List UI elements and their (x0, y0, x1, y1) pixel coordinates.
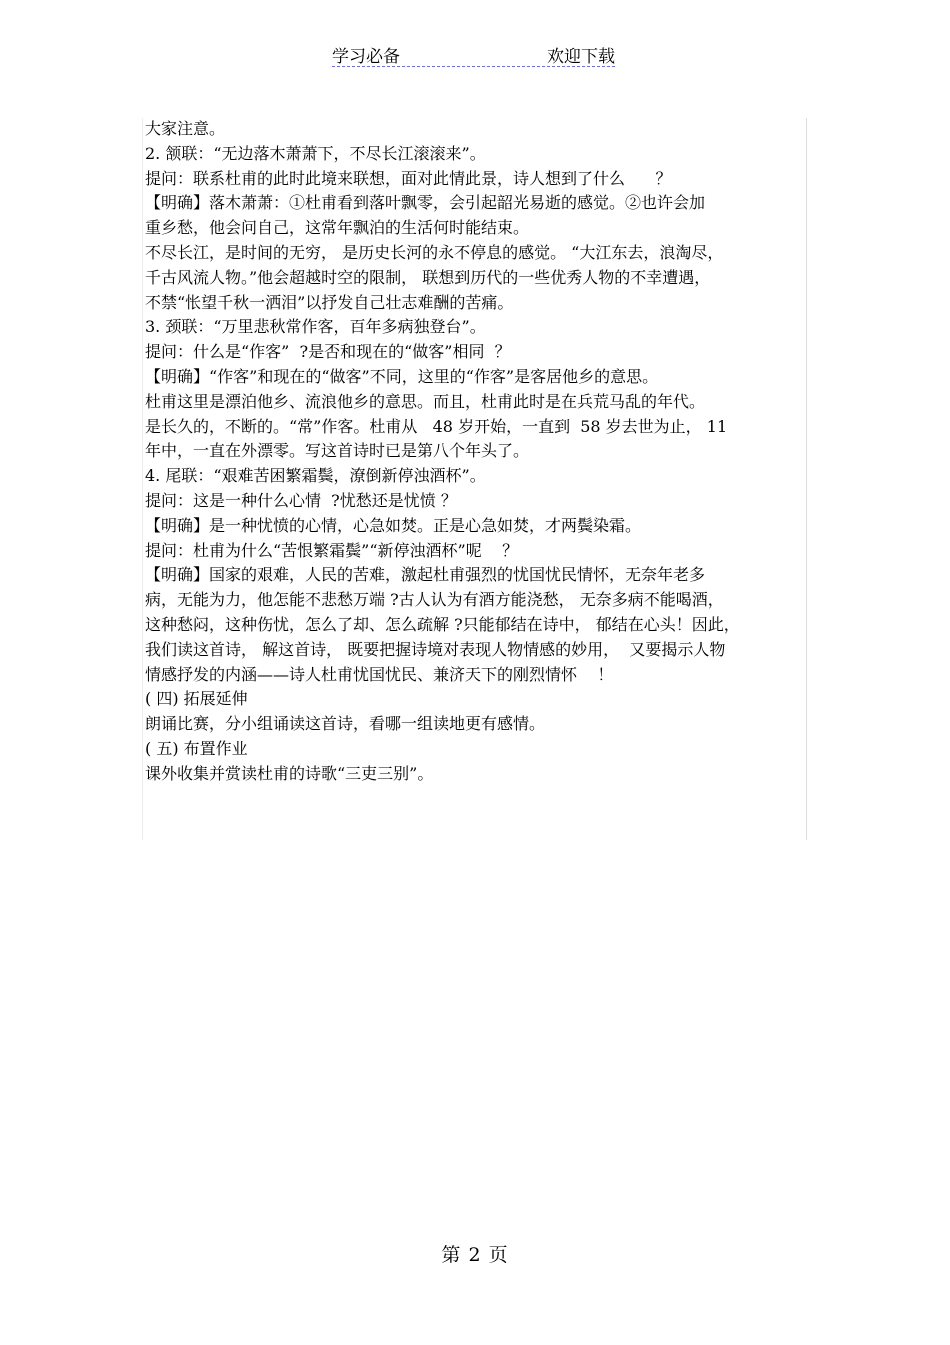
text-line: 【明确】是一种忧愤的心情，心急如焚。正是心急如焚，才两鬓染霜。 (145, 515, 642, 535)
text-line: 朗诵比赛，分小组诵读这首诗，看哪一组读地更有感情。 (145, 714, 546, 734)
section-heading: ( 四) 拓展延伸 (145, 689, 248, 709)
text-line: 【明确】“作客”和现在的“做客”不同，这里的“作客”是客居他乡的意思。 (145, 366, 659, 386)
text-line: 提问：联系杜甫的此时此境来联想，面对此情此景，诗人想到了什么 ？ (145, 168, 672, 188)
text-line: 不尽长江，是时间的无穷， 是历史长河的永不停息的感觉。 “大江东去，浪淘尽， (145, 242, 724, 262)
text-line: 2. 颔联：“无边落木萧萧下，不尽长江滚滚来”。 (145, 143, 486, 163)
header-right-text: 欢迎下载 (547, 47, 615, 67)
text-line: 病，无能为力，他怎能不悲愁万端 ?古人认为有酒方能浇愁， 无奈多病不能喝酒， (145, 590, 724, 610)
text-line: 3. 颈联：“万里悲秋常作客，百年多病独登台”。 (145, 317, 486, 337)
text-line: 这种愁闷，这种伤忧，怎么了却、怎么疏解 ?只能郁结在诗中， 郁结在心头！因此， (145, 614, 740, 634)
text-line: 课外收集并赏读杜甫的诗歌“三吏三别”。 (145, 763, 434, 783)
page-number: 第 2 页 (441, 1244, 509, 1266)
document-body (145, 117, 810, 787)
text-line: 千古风流人物。”他会超越时空的限制， 联想到历代的一些优秀人物的不幸遭遇， (145, 267, 711, 287)
text-line: 不禁“怅望千秋一洒泪”以抒发自己壮志难酬的苦痛。 (145, 292, 514, 312)
text-line: 重乡愁，他会问自己，这常年飘泊的生活何时能结束。 (145, 218, 530, 238)
header-left-text: 学习必备 (332, 47, 400, 67)
text-line: 杜甫这里是漂泊他乡、流浪他乡的意思。而且，杜甫此时是在兵荒马乱的年代。 (145, 391, 706, 411)
text-line: 【明确】国家的艰难，人民的苦难，激起杜甫强烈的忧国忧民情怀，无奈年老多 (145, 565, 706, 585)
text-line: 是长久的，不断的。“常”作客。杜甫从 48 岁开始，一直到 58 岁去世为止， 11 (145, 416, 728, 436)
frame-border-left (142, 118, 143, 840)
text-line: 提问：杜甫为什么“苦恨繁霜鬓”“新停浊酒杯”呢 ？ (145, 540, 519, 560)
text-line: 4. 尾联：“艰难苦困繁霜鬓，潦倒新停浊酒杯”。 (145, 466, 486, 486)
page-header (332, 42, 615, 67)
text-line: 【明确】落木萧萧：①杜甫看到落叶飘零，会引起韶光易逝的感觉。②也许会加 (145, 193, 706, 213)
text-line: 大家注意。 (145, 119, 226, 138)
text-line: 年中，一直在外漂零。写这首诗时已是第八个年头了。 (145, 441, 530, 461)
text-line: 我们读这首诗， 解这首诗， 既要把握诗境对表现人物情感的妙用， 又要揭示人物 (145, 639, 726, 659)
section-heading: ( 五) 布置作业 (145, 738, 248, 758)
text-line: 提问：什么是“作客” ?是否和现在的“做客”相同 ？ (145, 342, 511, 362)
text-line: 提问：这是一种什么心情 ?忧愁还是忧愤 ？ (145, 490, 457, 510)
text-line: 情感抒发的内涵——诗人杜甫忧国忧民、兼济天下的刚烈情怀 ！ (145, 664, 614, 684)
